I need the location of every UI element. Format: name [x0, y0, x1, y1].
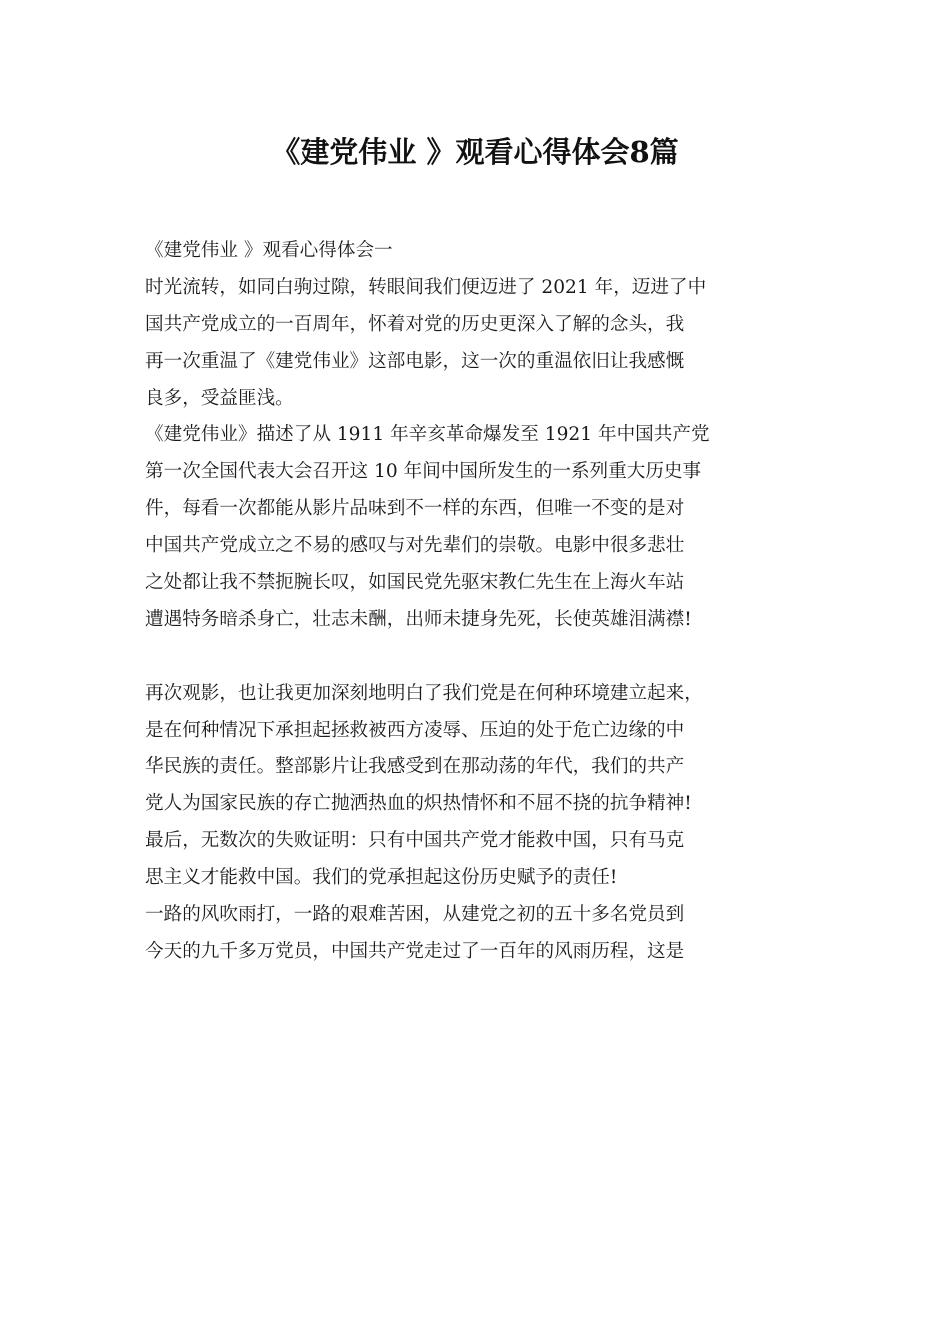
text-line: 一路的风吹雨打，一路的艰难苦困，从建党之初的五十多名党员到 — [145, 904, 685, 926]
document-title: 《建党伟业 》观看心得体会8篇 — [271, 135, 679, 169]
text-line: 良多，受益匪浅。 — [145, 387, 294, 409]
text-line: 《建党伟业》描述了从 1911 年辛亥革命爆发至 1921 年中国共产党 — [145, 424, 710, 446]
text-line: 是在何种情况下承担起拯救被西方凌辱、压迫的处于危亡边缘的中 — [145, 719, 685, 741]
text-line: 国共产党成立的一百周年，怀着对党的历史更深入了解的念头，我 — [145, 313, 685, 335]
text-line: 最后，无数次的失败证明：只有中国共产党才能救中国，只有马克 — [145, 830, 685, 852]
text-line: 之处都让我不禁扼腕长叹，如国民党先驱宋教仁先生在上海火车站 — [145, 572, 685, 594]
text-line: 再次观影，也让我更加深刻地明白了我们党是在何种环境建立起来， — [145, 682, 703, 704]
text-line: 第一次全国代表大会召开这 10 年间中国所发生的一系列重大历史事 — [145, 461, 702, 483]
text-line: 华民族的责任。整部影片让我感受到在那动荡的年代，我们的共产 — [145, 756, 685, 778]
text-line: 今天的九千多万党员，中国共产党走过了一百年的风雨历程，这是 — [145, 940, 685, 962]
text-line: 件，每看一次都能从影片品味到不一样的东西，但唯一不变的是对 — [145, 498, 685, 520]
text-line: 时光流转，如同白驹过隙，转眼间我们便迈进了 2021 年，迈进了中 — [145, 276, 707, 298]
text-line: 党人为国家民族的存亡抛洒热血的炽热情怀和不屈不挠的抗争精神! — [145, 793, 692, 815]
document-body — [145, 233, 810, 971]
text-line: 《建党伟业 》观看心得体会一 — [145, 240, 393, 261]
paragraph-gap — [145, 639, 810, 676]
text-line: 遭遇特务暗杀身亡，壮志未酬，出师未捷身先死，长使英雄泪满襟! — [145, 608, 692, 630]
text-line: 再一次重温了《建党伟业》这部电影，这一次的重温依旧让我感慨 — [145, 350, 685, 372]
text-line: 思主义才能救中国。我们的党承担起这份历史赋予的责任! — [145, 867, 618, 889]
text-line: 中国共产党成立之不易的感叹与对先辈们的崇敬。电影中很多悲壮 — [145, 535, 685, 557]
